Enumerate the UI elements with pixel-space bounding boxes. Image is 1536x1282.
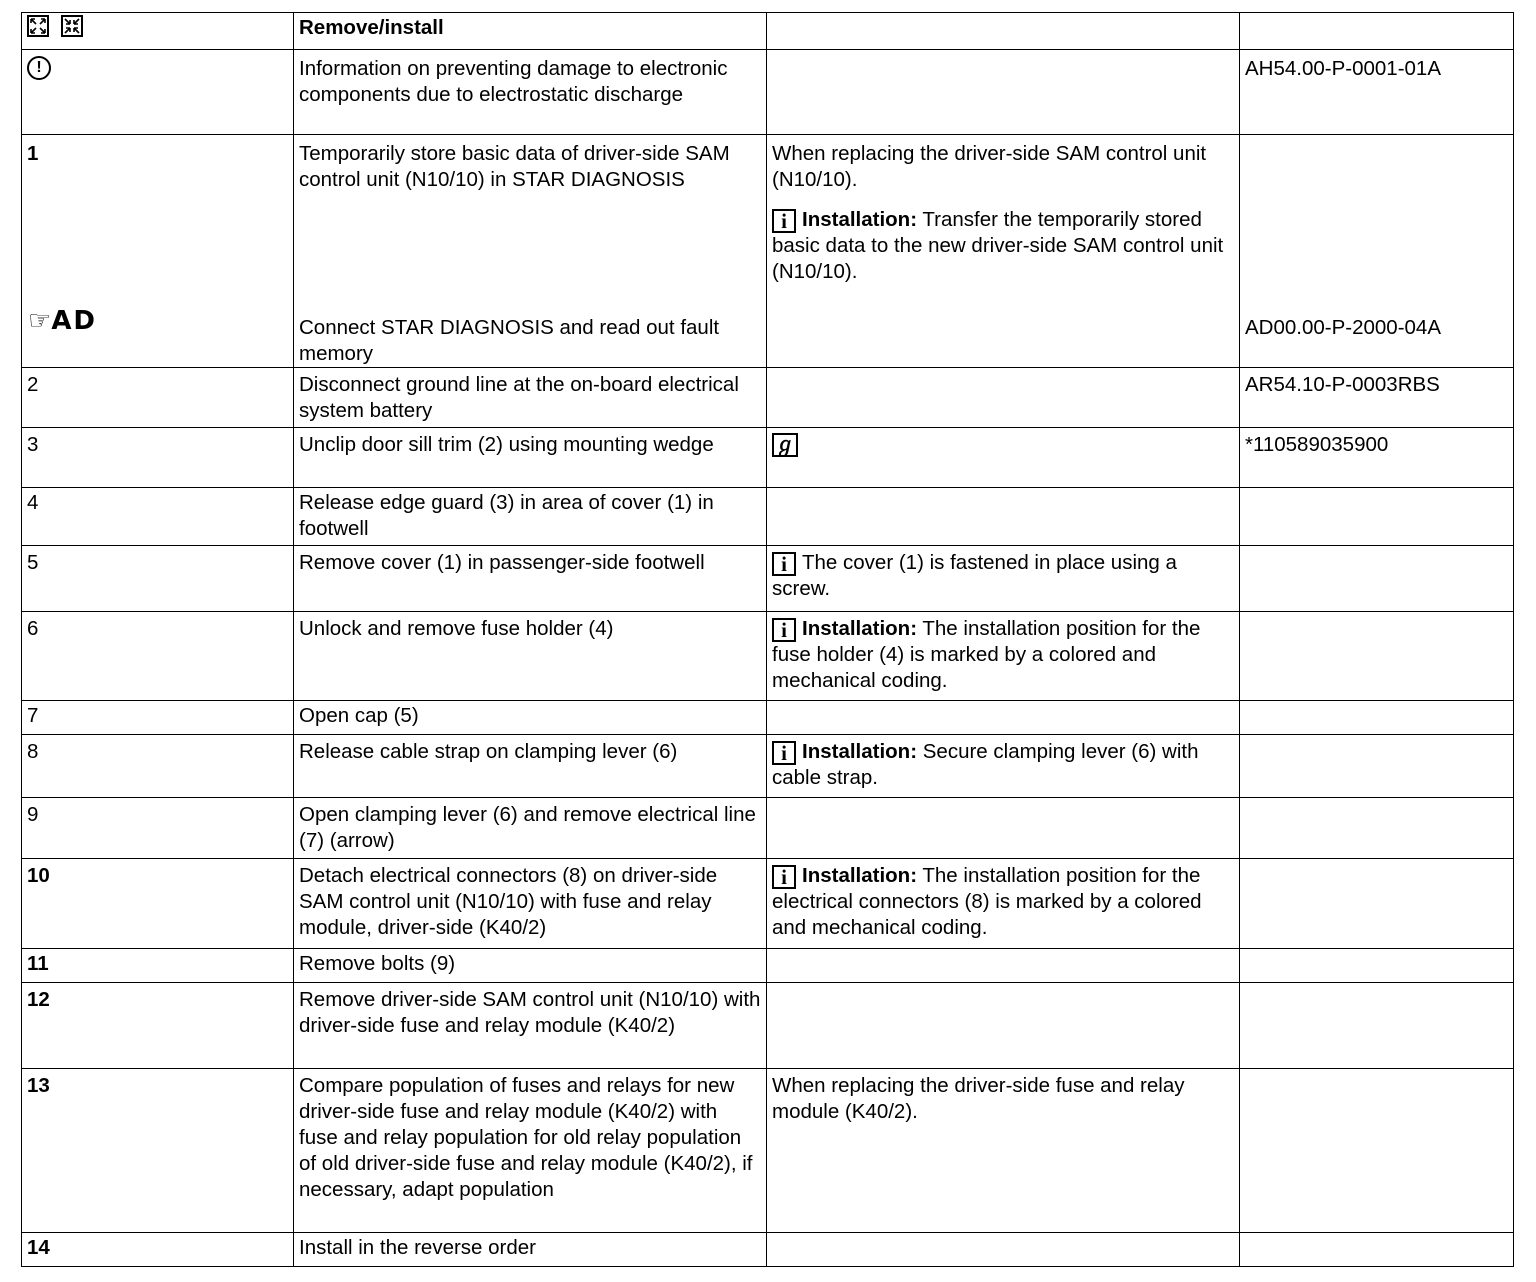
step-note-plain: When replacing the driver-side SAM control unit (N10/10). [772,142,1207,191]
step-note: The installation position for the fuse holder (4) is marked by a colored and mechanical coding. [772,617,1201,692]
step-ref-link[interactable]: AR54.10-P-0003RBS [1240,368,1514,428]
step-number: 9 [22,798,294,859]
header-row [22,13,1514,50]
esd-row [22,50,1514,135]
collapse-icon[interactable] [61,15,83,37]
step-text: Temporarily store basic data of driver-side SAM control unit (N10/10) in STAR DIAGNOSIS [299,142,730,191]
step-text: Release cable strap on clamping lever (6) [294,735,767,798]
esd-ref-link[interactable]: AH54.00-P-0001-01A [1240,50,1514,135]
step-number: 10 [22,859,294,949]
step-note: The installation position for the electrical connectors (8) is marked by a colored and mechanical coding. [772,864,1202,939]
step-number: 13 [22,1069,294,1233]
ad-ref-link[interactable]: AD00.00-P-2000-04A [1245,316,1442,339]
procedure-table [21,12,1514,1267]
step-row-11 [22,949,1514,983]
step-text: Unclip door sill trim (2) using mounting wedge [294,428,767,488]
esd-text: Information on preventing damage to electronic components due to electrostatic discharge [294,50,767,135]
step-text: Disconnect ground line at the on-board electrical system battery [294,368,767,428]
ad-label: AD [51,306,98,336]
step-number: 6 [22,612,294,701]
step-number: 8 [22,735,294,798]
info-icon: i [772,552,796,576]
step-number: 7 [22,701,294,735]
step-row-6: 6 Unlock and remove fuse holder (4) i Installation: The installation position for the fuse holder (4) is marked by a colored and mechanical coding. [22,612,1514,701]
step-text: Install in the reverse order [294,1233,767,1267]
step-row-7 [22,701,1514,735]
step-text: Unlock and remove fuse holder (4) [294,612,767,701]
step-number: 11 [22,949,294,983]
step-text: Remove cover (1) in passenger-side footwell [294,546,767,612]
info-icon: i [772,209,796,233]
info-icon: i [772,865,796,889]
header-icons-cell [22,13,294,50]
step-text: Remove driver-side SAM control unit (N10/10) with driver-side fuse and relay module (K40/2) [294,983,767,1069]
step-number: 5 [22,546,294,612]
step-row-12 [22,983,1514,1069]
step-ref-link[interactable]: *110589035900 [1240,428,1514,488]
step-note: i Installation: Transfer the temporarily stored basic data to the new driver-side SAM control unit (N10/10). [772,208,1224,283]
step-row-9 [22,798,1514,859]
step-number: 14 [22,1233,294,1267]
step-row-8: 8 Release cable strap on clamping lever (6) i Installation: Secure clamping lever (6) with cable strap. [22,735,1514,798]
step-text: Compare population of fuses and relays for new driver-side fuse and relay module (K40/2) with fuse and relay population for old relay population of old driver-side fuse and relay module (K40/2), if necessary, adapt population [294,1069,767,1233]
esd-warning-icon: ! [27,56,51,80]
step-row-1 [22,135,1514,368]
step-row-2 [22,368,1514,428]
step-row-13 [22,1069,1514,1233]
step-row-14 [22,1233,1514,1267]
step-number: 4 [22,488,294,546]
step-number: 2 [22,368,294,428]
step-note: The cover (1) is fastened in place using a screw. [772,551,1177,600]
tool-icon: ℊ [772,433,798,457]
step-text: Remove bolts (9) [294,949,767,983]
step-text: Detach electrical connectors (8) on driver-side SAM control unit (N10/10) with fuse and relay module, driver-side (K40/2) [294,859,767,949]
step-number: 3 [22,428,294,488]
pointing-hand-icon: ☞ [28,305,52,335]
expand-icon[interactable] [27,15,49,37]
step-row-5 [22,546,1514,612]
step-note: Secure clamping lever (6) with cable strap. [772,740,1199,789]
step-row-10: 10 Detach electrical connectors (8) on driver-side SAM control unit (N10/10) with fuse and relay module, driver-side (K40/2) i Installation: The installation position for the electrical connectors (8) is marked by a colored and mechanical coding. [22,859,1514,949]
step-note-plain: When replacing the driver-side fuse and relay module (K40/2). [767,1069,1240,1233]
info-icon: i [772,618,796,642]
step-number: 1 [27,142,39,165]
step-text: Open cap (5) [294,701,767,735]
step-text: Release edge guard (3) in area of cover (1) in footwell [294,488,767,546]
step-text: Open clamping lever (6) and remove electrical line (7) (arrow) [294,798,767,859]
info-icon: i [772,741,796,765]
header-title: Remove/install [294,13,767,50]
step-number: 12 [22,983,294,1069]
ad-text: Connect STAR DIAGNOSIS and read out fault memory [299,316,720,365]
ad-marker [28,307,97,336]
step-row-3 [22,428,1514,488]
step-row-4 [22,488,1514,546]
